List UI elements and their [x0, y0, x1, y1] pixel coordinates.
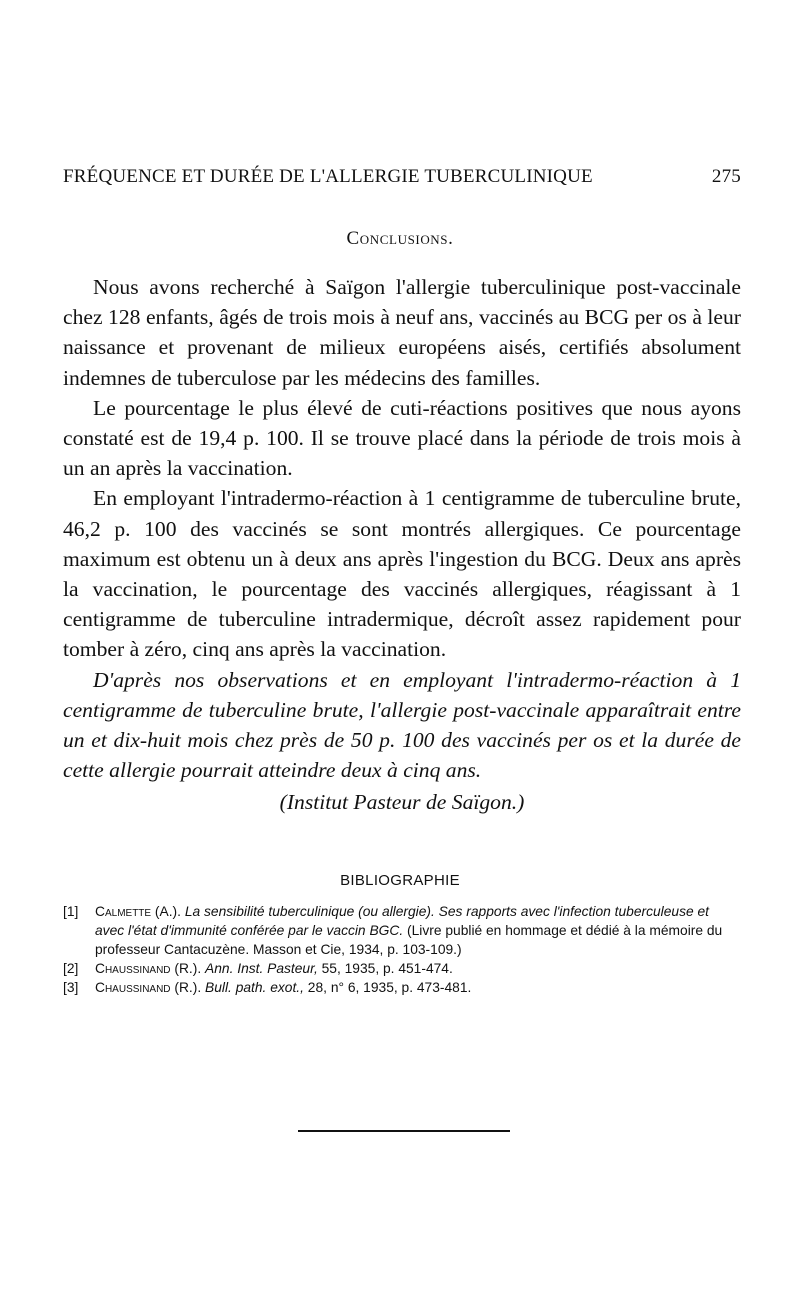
running-title: FRÉQUENCE ET DURÉE DE L'ALLERGIE TUBERCULINIQUE: [63, 166, 593, 187]
paragraph: En employant l'intradermo-réaction à 1 centigramme de tuberculine brute, 46,2 p. 100 des vaccinés se sont montrés allergiques. Ce pourcentage maximum est obtenu un à deux ans après l'ingestion du BCG. Deux ans après la vaccination, le pourcentage des vaccinés allergiques, réagissant à 1 centigramme de tuberculine intradermique, décroît assez rapidement pour tomber à zéro, cinq ans après la vaccination.: [63, 486, 741, 662]
ref-initials: (R.).: [170, 980, 206, 995]
body-text: [63, 272, 741, 818]
page-number: 275: [711, 166, 741, 187]
ref-initials: (A.).: [151, 904, 185, 919]
ref-author: Calmette: [95, 904, 152, 919]
section-title: Conclusions.: [346, 228, 454, 249]
ref-details: (Livre publié en hommage et dédié à la mémoire du professeur Cantacuzène. Masson et Cie, 1934, p. 103-109.): [95, 923, 723, 957]
bibliography-entry: [63, 978, 741, 997]
ref-details: 28, n° 6, 1935, p. 473-481.: [303, 980, 472, 995]
ref-author: Chaussinand: [95, 961, 171, 976]
bibliography-list: [63, 902, 741, 997]
ref-initials: (R.).: [170, 961, 206, 976]
ref-work: Ann. Inst. Pasteur,: [205, 961, 318, 976]
ref-author: Chaussinand: [95, 980, 171, 995]
bibliography-title: BIBLIOGRAPHIE: [340, 872, 460, 889]
bibliography-entry: [63, 902, 741, 959]
end-rule: [298, 1130, 510, 1132]
ref-number: [3]: [63, 980, 79, 995]
ref-work: Bull. path. exot.,: [205, 980, 304, 995]
paragraph-italic: D'après nos observations et en employant l'intradermo-réaction à 1 centigramme de tuberculine brute, l'allergie post-vaccinale apparaîtrait entre un et dix-huit mois chez près de 50 p. 100 des vaccinés per os et la durée de cette allergie pourrait atteindre deux à cinq ans.: [63, 667, 741, 783]
bibliography-entry: [63, 959, 741, 978]
paragraph: Le pourcentage le plus élevé de cuti-réactions positives que nous ayons constaté est de 19,4 p. 100. Il se trouve placé dans la période de trois mois à un an après la vaccination.: [63, 395, 741, 481]
ref-number: [1]: [63, 904, 79, 919]
ref-work: La sensibilité tuberculinique (ou allergie). Ses rapports avec l'infection tuberculeuse et avec l'état d'immunité conférée par le vaccin BGC.: [95, 904, 709, 938]
affiliation: (Institut Pasteur de Saïgon.): [279, 790, 525, 815]
ref-details: 55, 1935, p. 451-474.: [317, 961, 453, 976]
ref-number: [2]: [63, 961, 79, 976]
paragraph: Nous avons recherché à Saïgon l'allergie tuberculinique post-vaccinale chez 128 enfants, âgés de trois mois à neuf ans, vaccinés au BCG per os à leur naissance et provenant de milieux européens aisés, certifiés absolument indemnes de tuberculose par les médecins des familles.: [63, 275, 741, 390]
